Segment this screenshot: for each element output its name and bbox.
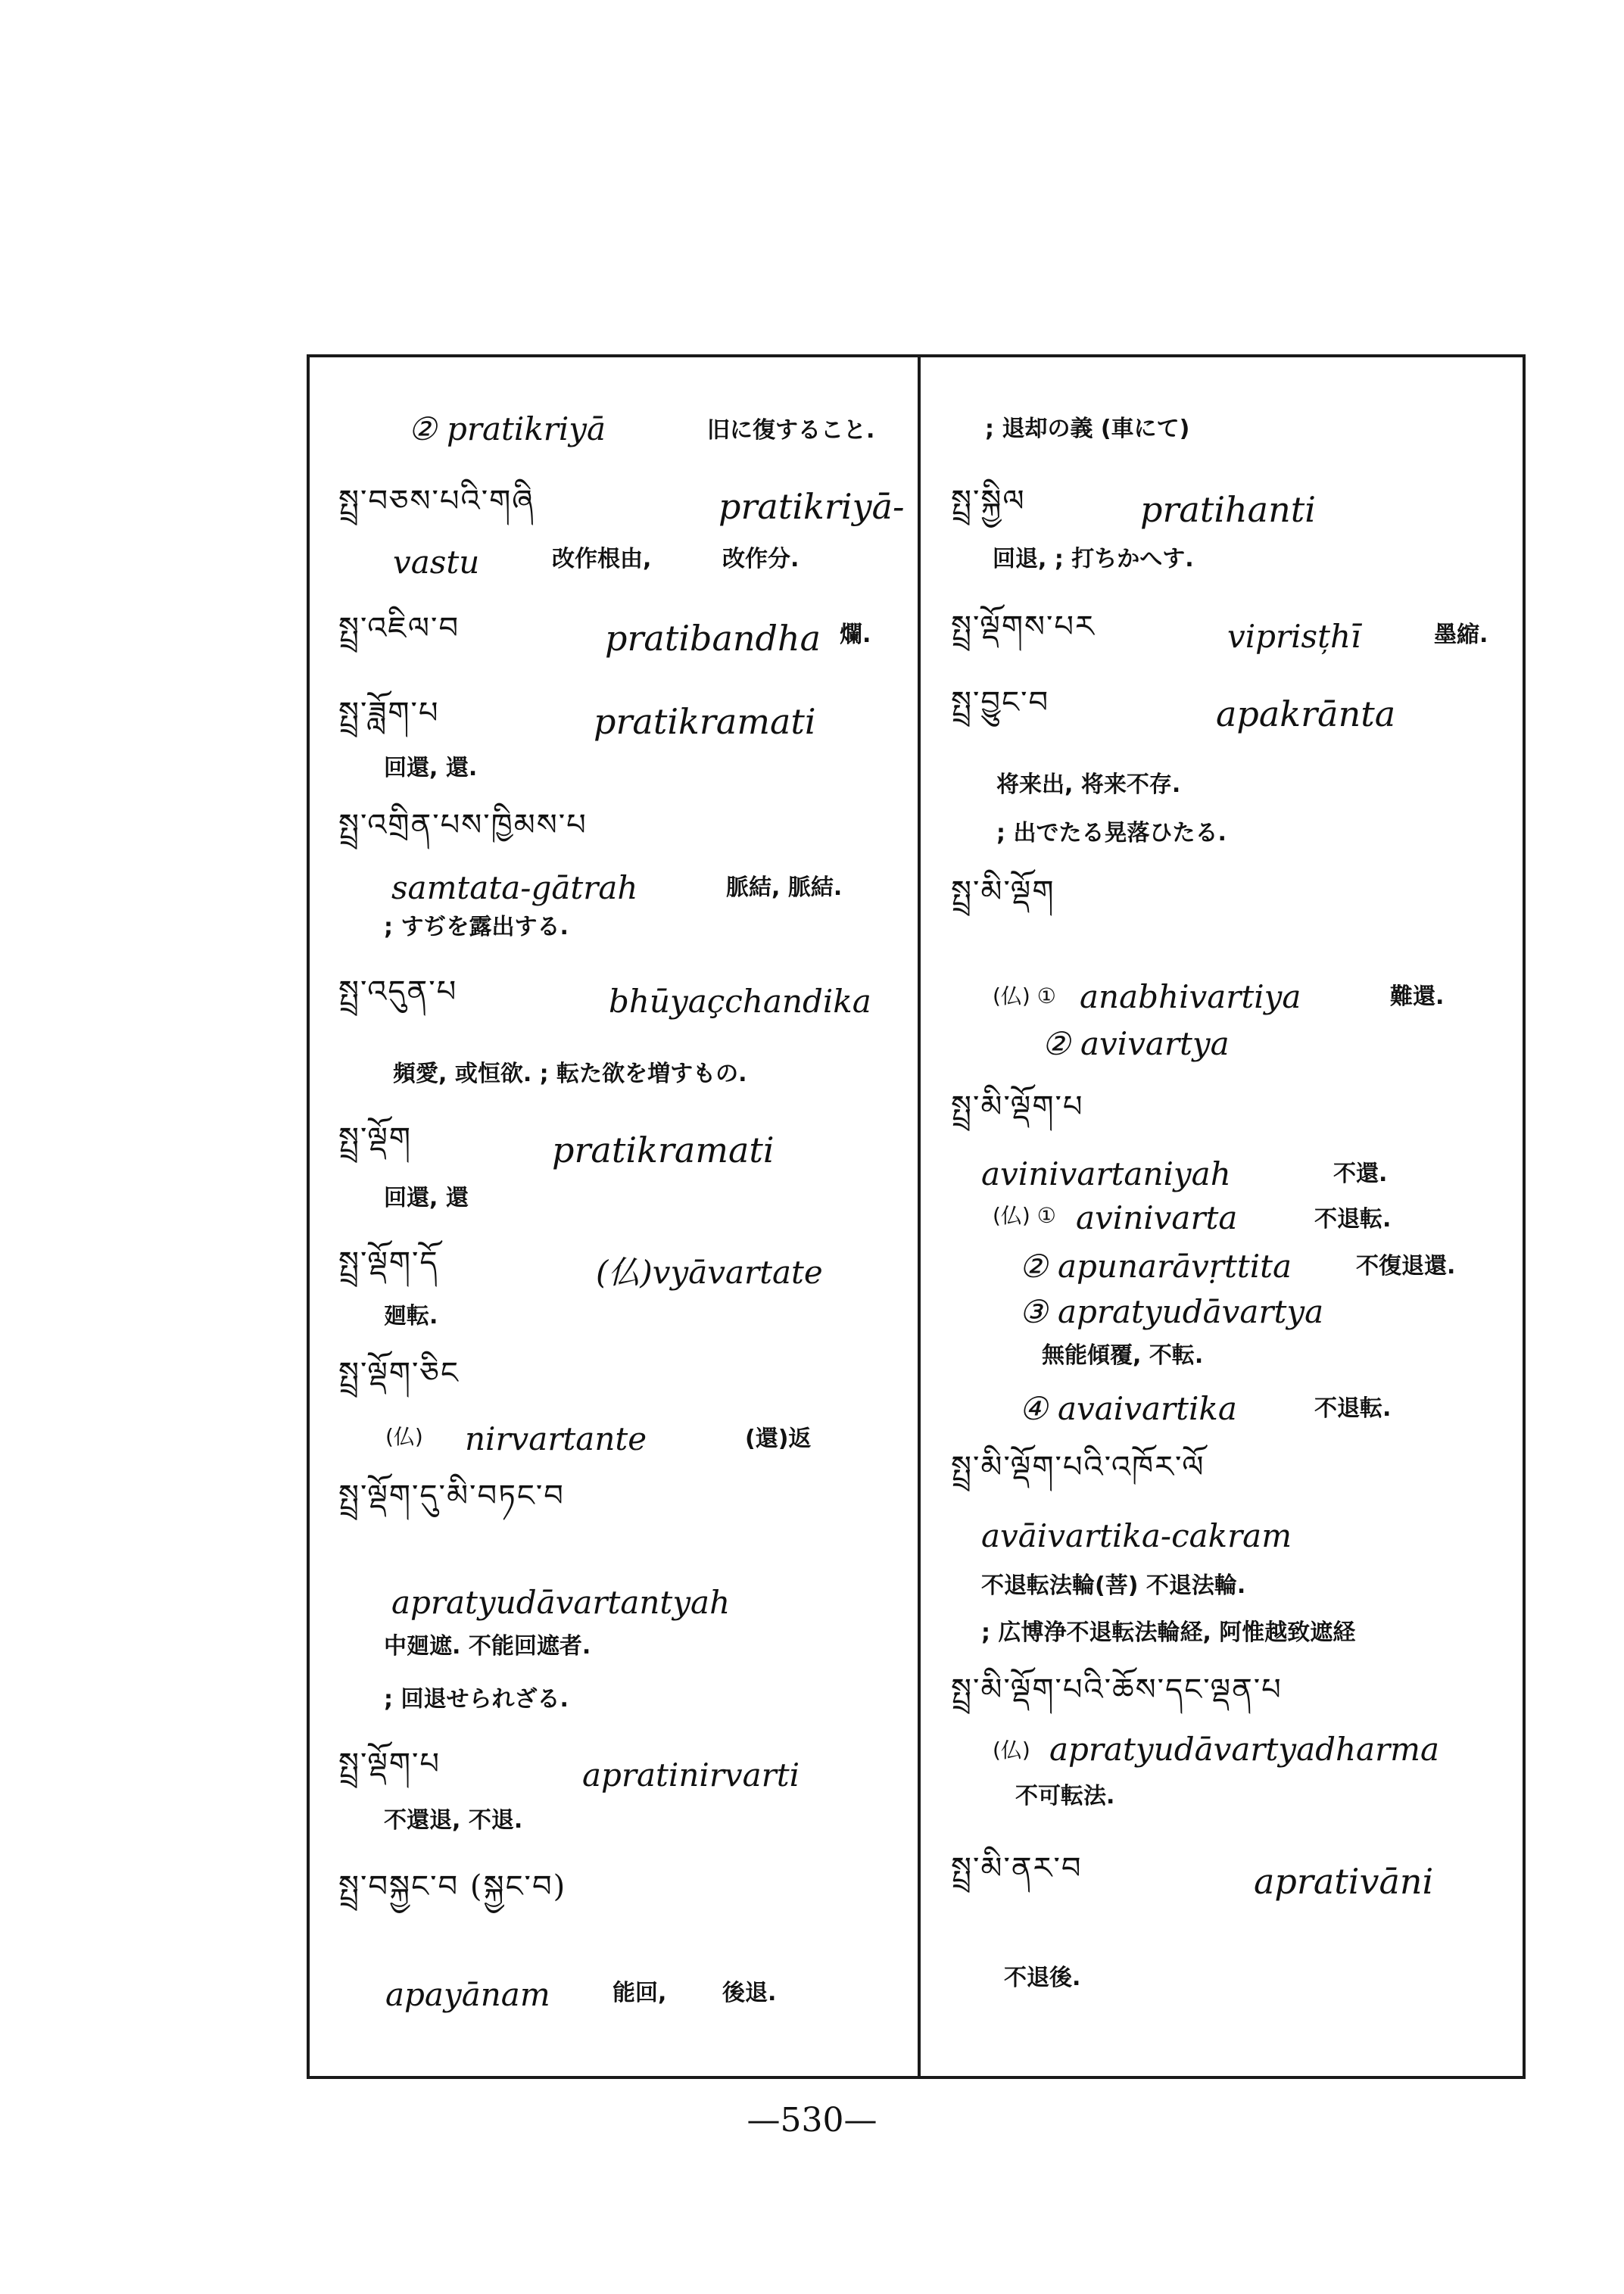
japanese-gloss: ; 回退せられざる. [384, 1686, 569, 1713]
sanskrit-term: apayānam [385, 1976, 550, 2013]
tibetan-headword: སྤྲ་ལྡོག་དོ [338, 1245, 439, 1280]
tibetan-headword: སྤྲ་མི་ནར་བ [951, 1851, 1083, 1886]
tibetan-headword: སྤྲ་མི་ལྡོག་པ [951, 1089, 1084, 1124]
japanese-gloss: 廻転. [384, 1303, 438, 1329]
dictionary-page-frame [307, 354, 1526, 2079]
sanskrit-term: pratikramati [594, 701, 816, 742]
japanese-gloss: 回還, 還 [384, 1185, 469, 1211]
source-marker: (仏) [993, 1738, 1030, 1763]
tibetan-headword: སྤྲ་ལྡོག་པ [338, 1747, 441, 1781]
tibetan-headword: སྤྲ་ལྡོག [338, 1121, 412, 1156]
japanese-gloss: 難還. [1390, 983, 1445, 1010]
sanskrit-term: nirvartante [465, 1420, 647, 1457]
sanskrit-term: pratihanti [1140, 489, 1316, 530]
sanskrit-term: apratyudāvartantyah [391, 1584, 731, 1621]
sanskrit-term: vastu [393, 544, 480, 581]
sanskrit-term: apakrānta [1216, 693, 1396, 734]
tibetan-headword: སྤྲ་ལྡོགས་པར [951, 609, 1096, 644]
tibetan-headword: སྤྲ་མི་ལྡོག་པའི་ཆོས་དང་ལྡན་པ [951, 1672, 1283, 1707]
japanese-gloss: 将来出, 将来不存. [996, 771, 1181, 798]
sanskrit-term: (仏)vyāvartate [596, 1254, 823, 1291]
japanese-gloss: 中廻遮. 不能回遮者. [384, 1633, 591, 1660]
japanese-gloss: 不可転法. [1015, 1783, 1115, 1809]
japanese-gloss: 不退後. [1004, 1965, 1081, 1991]
japanese-gloss: 無能傾覆, 不転. [1042, 1342, 1204, 1369]
japanese-gloss: 不退転. [1314, 1395, 1392, 1422]
japanese-gloss: 頻愛, 或恒欲. ; 転た欲を増すもの. [393, 1061, 747, 1087]
japanese-gloss: (還)返 [745, 1426, 812, 1452]
sanskrit-term: aprativāni [1254, 1861, 1434, 1902]
tibetan-headword: སྤྲ་འཇིལ་བ [338, 611, 460, 646]
sanskrit-term: avāivartika-cakram [981, 1517, 1292, 1554]
source-marker: (仏) [385, 1424, 423, 1449]
sanskrit-term: ④ avaivartika [1019, 1390, 1237, 1427]
japanese-gloss: ; 広博浄不退転法輪経, 阿惟越致遮経 [981, 1619, 1356, 1646]
japanese-gloss: 爛. [840, 622, 871, 648]
tibetan-headword: སྤྲ་འདུན་པ [338, 974, 458, 1009]
sanskrit-term: apratinirvarti [582, 1756, 800, 1794]
japanese-gloss: 脈結, 脈結. [726, 874, 843, 901]
tibetan-headword: སྤྲ་བྱུང་བ [951, 685, 1050, 720]
sanskrit-term: pratibandha [605, 618, 821, 659]
sanskrit-term: viprisțhī [1227, 618, 1361, 655]
japanese-gloss: ; 出でたる晃落ひたる. [996, 820, 1227, 846]
sanskrit-term: pratikriyā- [718, 486, 905, 527]
japanese-gloss: 不還. [1333, 1161, 1388, 1187]
japanese-gloss: 不還退, 不退. [384, 1807, 523, 1834]
sanskrit-term: ③ apratyudāvartya [1019, 1293, 1324, 1330]
japanese-gloss: 回還, 還. [384, 755, 478, 781]
sanskrit-term: apratyudāvartyadharma [1049, 1731, 1440, 1768]
sanskrit-term: avinivartaniyah [981, 1155, 1231, 1192]
japanese-gloss: 後退. [722, 1980, 777, 2006]
japanese-gloss: 不退転. [1314, 1206, 1392, 1233]
japanese-gloss: 能回, [613, 1980, 667, 2006]
japanese-gloss: ; 退却の義 (車にて) [985, 416, 1190, 442]
japanese-gloss: 不復退還. [1356, 1253, 1456, 1279]
sanskrit-term: samtata-gātrah [391, 869, 638, 906]
sanskrit-term: anabhivartiya [1080, 978, 1301, 1015]
japanese-gloss: 不退転法輪(菩) 不退法輪. [981, 1572, 1246, 1599]
sanskrit-term: avinivarta [1076, 1199, 1238, 1236]
tibetan-headword: སྤྲ་ཟློག་པ [338, 696, 440, 731]
tibetan-headword: སྤྲ་བསྐྱང་བ (སྐྱང་བ) [338, 1869, 567, 1904]
column-divider [918, 357, 921, 2076]
tibetan-headword: སྤྲ་ལྡོག་ཅིང [338, 1356, 460, 1391]
tibetan-headword: སྤྲ་མི་ལྡོག་པའི་འཁོར་ལོ [951, 1450, 1205, 1485]
sanskrit-term: bhūyaçchandika [609, 983, 871, 1020]
japanese-gloss: 改作分. [722, 546, 800, 572]
sanskrit-term: ② apunarāvṛttita [1019, 1248, 1292, 1285]
japanese-gloss: 墨縮. [1434, 622, 1488, 648]
tibetan-headword: སྤྲ་མི་ལྡོག [951, 874, 1055, 909]
sanskrit-term: ② avivartya [1042, 1025, 1230, 1062]
sanskrit-term: pratikramati [552, 1130, 775, 1170]
source-marker: (仏) ① [993, 1203, 1056, 1228]
source-marker: (仏) ① [993, 983, 1056, 1008]
sanskrit-term: ② pratikriyā [408, 410, 606, 447]
tibetan-headword: སྤྲ་ལྡོག་དུ་མི་བཏང་བ [338, 1479, 565, 1513]
japanese-gloss: 回退, ; 打ちかへす. [993, 546, 1194, 572]
japanese-gloss: 改作根由, [552, 546, 652, 572]
page-number: —530— [747, 2101, 877, 2140]
japanese-gloss: ; すぢを露出する. [384, 914, 569, 940]
japanese-gloss: 旧に復すること. [707, 417, 875, 444]
tibetan-headword: སྤྲ་འགྲིན་པས་ཁྱིམས་པ [338, 808, 588, 843]
tibetan-headword: སྤྲ་བཅས་པའི་གཞི [338, 484, 535, 519]
tibetan-headword: སྤྲ་སྐྱིལ [951, 484, 1026, 519]
